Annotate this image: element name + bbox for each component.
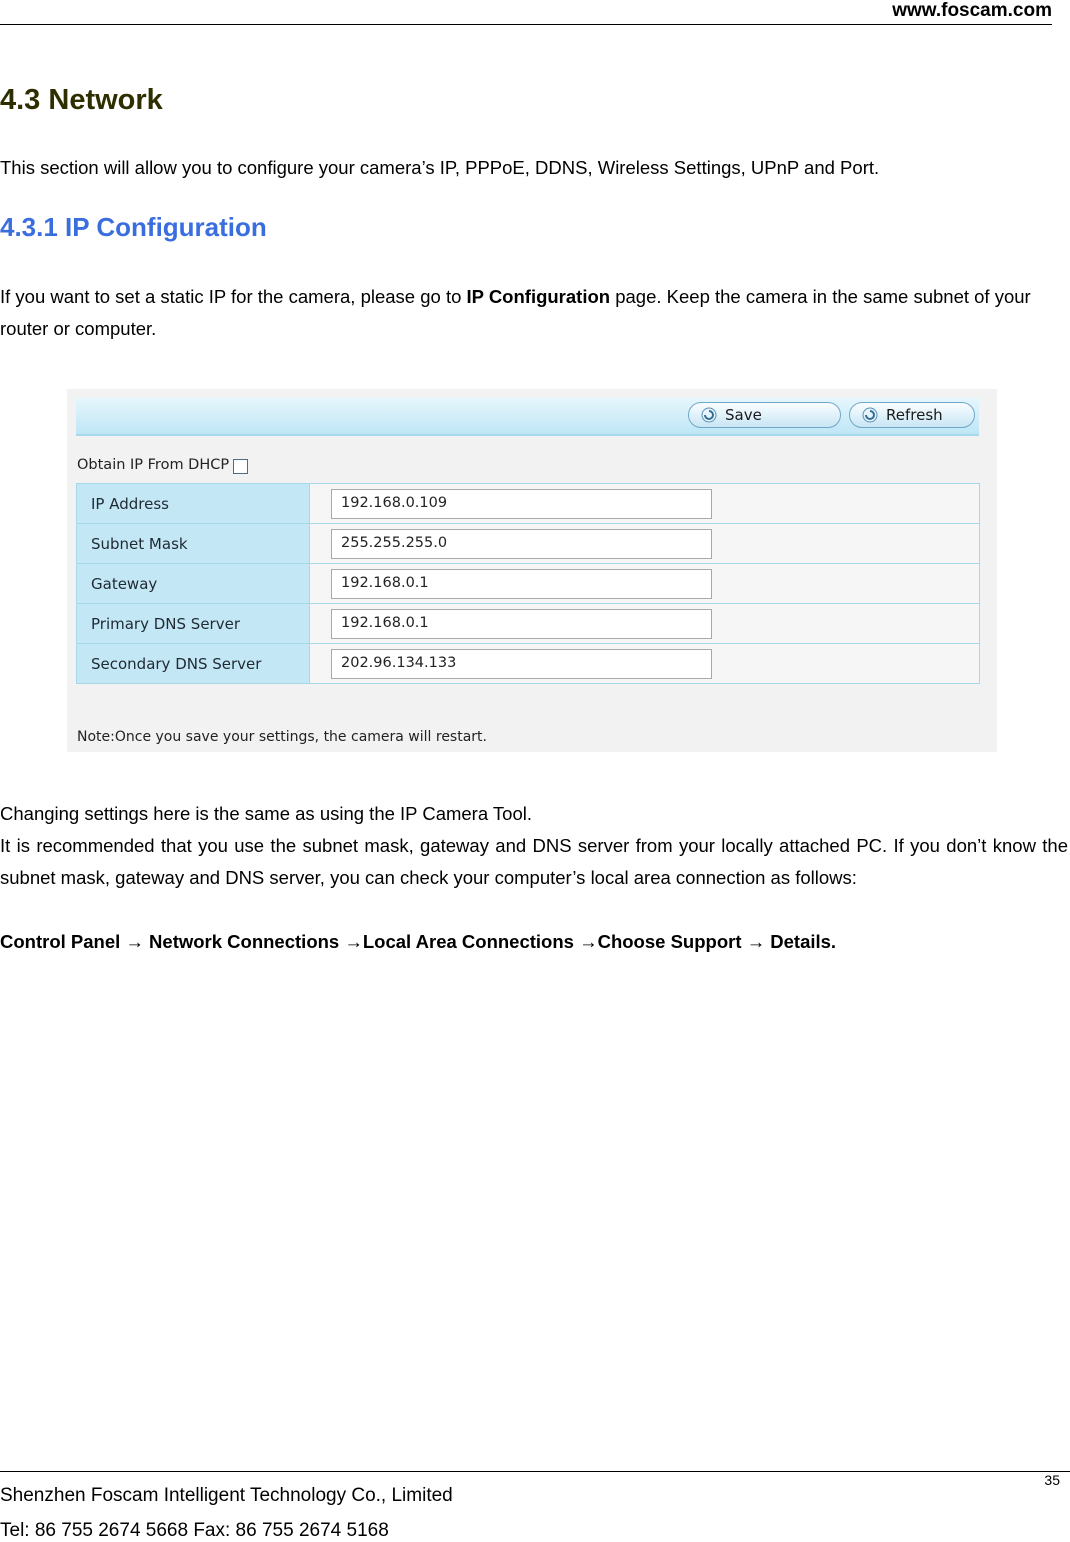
ip-config-screenshot xyxy=(67,389,997,752)
dhcp-option xyxy=(77,456,248,474)
refresh-icon xyxy=(862,407,878,423)
dhcp-label: Obtain IP From DHCP xyxy=(77,457,230,473)
arrow-icon: → xyxy=(579,931,598,952)
secondary-dns-label: Secondary DNS Server xyxy=(77,644,310,684)
intro-text-after: page. Keep the camera in the same subnet of your router or computer. xyxy=(0,286,1031,339)
header-rule xyxy=(0,24,1052,25)
section-title: 4.3 Network xyxy=(0,84,163,116)
path-step-choose-support: Choose Support xyxy=(597,931,742,952)
footer-company: Shenzhen Foscam Intelligent Technology Co., Limited xyxy=(0,1485,453,1506)
save-icon xyxy=(701,407,717,423)
ip-config-table xyxy=(76,483,980,684)
section-intro: This section will allow you to configure your camera’s IP, PPPoE, DDNS, Wireless Settings, UPnP and Port. xyxy=(0,157,880,178)
header-url: www.foscam.com xyxy=(892,0,1052,21)
subnet-mask-input[interactable]: 255.255.255.0 xyxy=(331,529,712,559)
refresh-button[interactable] xyxy=(849,402,975,428)
path-step-network-connections: Network Connections xyxy=(149,931,340,952)
intro-text-before: If you want to set a static IP for the camera, please go to xyxy=(0,286,467,307)
footer-rule xyxy=(0,1471,1070,1472)
arrow-icon: → xyxy=(344,931,363,952)
subnet-mask-label: Subnet Mask xyxy=(77,524,310,564)
primary-dns-input[interactable]: 192.168.0.1 xyxy=(331,609,712,639)
body-line-1: Changing settings here is the same as using the IP Camera Tool. xyxy=(0,803,533,824)
gateway-label: Gateway xyxy=(77,564,310,604)
path-step-local-area: Local Area Connections xyxy=(362,931,574,952)
refresh-label: Refresh xyxy=(886,406,943,424)
arrow-icon: → xyxy=(125,931,144,952)
toolbar xyxy=(76,398,979,436)
arrow-icon: → xyxy=(746,931,766,952)
footer-contact: Tel: 86 755 2674 5668 Fax: 86 755 2674 5168 xyxy=(0,1520,389,1541)
save-button[interactable] xyxy=(688,402,841,428)
table-row xyxy=(77,644,980,684)
secondary-dns-input[interactable]: 202.96.134.133 xyxy=(331,649,712,679)
navigation-path xyxy=(0,926,836,958)
intro-bold-link: IP Configuration xyxy=(466,286,611,307)
subsection-title: 4.3.1 IP Configuration xyxy=(0,212,267,242)
table-row xyxy=(77,484,980,524)
path-step-control-panel: Control Panel xyxy=(0,931,121,952)
page-number: 35 xyxy=(1044,1472,1060,1488)
restart-note: Note:Once you save your settings, the camera will restart. xyxy=(77,729,487,745)
gateway-input[interactable]: 192.168.0.1 xyxy=(331,569,712,599)
table-row xyxy=(77,524,980,564)
primary-dns-label: Primary DNS Server xyxy=(77,604,310,644)
subsection-intro xyxy=(0,281,1070,345)
ip-address-label: IP Address xyxy=(77,484,310,524)
path-step-details: Details. xyxy=(770,931,837,952)
table-row xyxy=(77,564,980,604)
body-paragraph-2: It is recommended that you use the subnet mask, gateway and DNS server from your locally attached PC. If you don’t know the subnet mask, gateway and DNS server, you can check your computer’s local area connection as follows: xyxy=(0,835,1068,888)
dhcp-checkbox[interactable] xyxy=(233,459,248,474)
table-row xyxy=(77,604,980,644)
save-label: Save xyxy=(725,406,762,424)
ip-address-input[interactable]: 192.168.0.109 xyxy=(331,489,712,519)
